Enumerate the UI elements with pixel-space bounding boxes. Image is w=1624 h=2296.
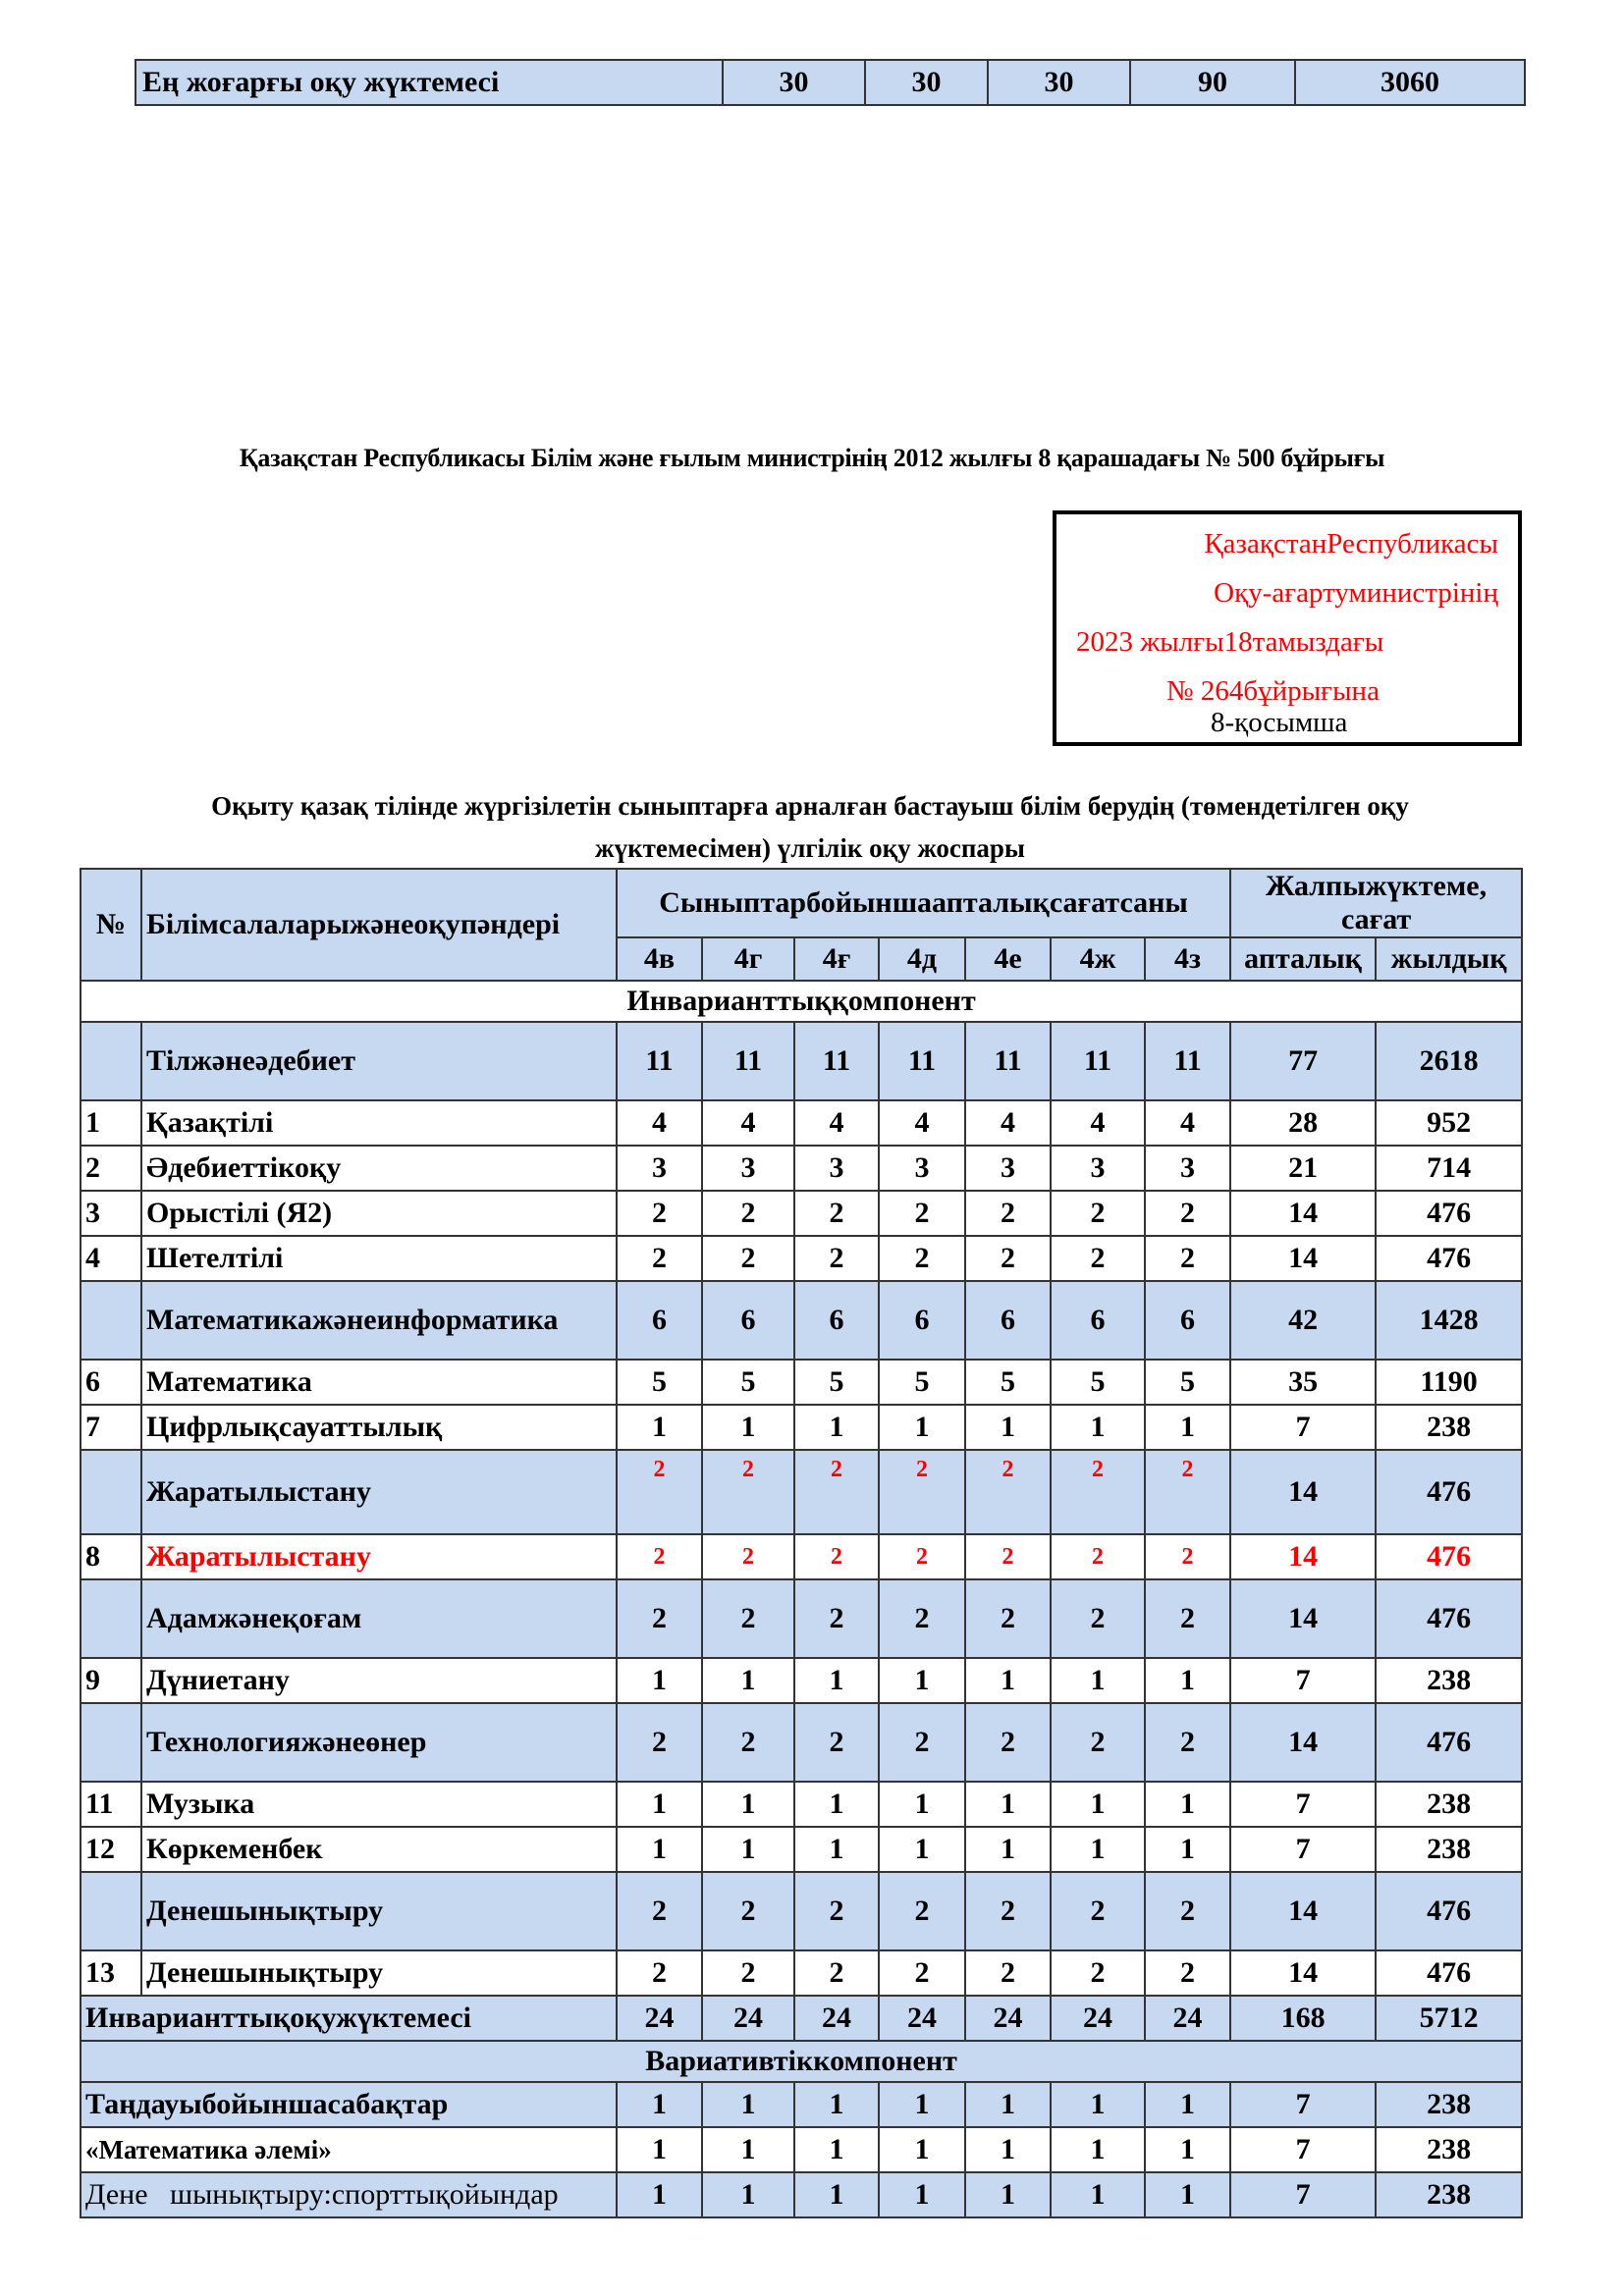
subject-name: Музыка — [141, 1782, 617, 1827]
variative-section-label: Вариативтіккомпонент — [81, 2041, 1522, 2082]
subject-group-row — [81, 1450, 1522, 1534]
row-number: 11 — [81, 1782, 141, 1827]
cell-value: 1 — [879, 2172, 965, 2217]
cell-value: 1 — [879, 1827, 965, 1872]
cell-weekly: 14 — [1230, 1191, 1376, 1236]
cell-value: 1 — [965, 2172, 1051, 2217]
invariant-section-label: Инварианттыққомпонент — [81, 981, 1522, 1022]
cell-value: 2 — [702, 1534, 794, 1579]
cell-yearly: 238 — [1376, 1782, 1522, 1827]
cell-value: 2 — [1145, 1579, 1230, 1658]
cell-value: 2 — [965, 1950, 1051, 1996]
cell-weekly: 7 — [1230, 1782, 1376, 1827]
cell-value: 3 — [617, 1146, 702, 1191]
cell-value: 2 — [794, 1872, 879, 1950]
subject-name: Технологияжәнеөнер — [141, 1703, 617, 1782]
cell-value: 2 — [965, 1236, 1051, 1281]
header-class: 4ж — [1051, 937, 1145, 981]
cell-value: 2 — [879, 1534, 965, 1579]
variative-row — [81, 2127, 1522, 2172]
row-number: 3 — [81, 1191, 141, 1236]
subject-name: Көркеменбек — [141, 1827, 617, 1872]
subject-row — [81, 1191, 1522, 1236]
cell-weekly: 28 — [1230, 1100, 1376, 1146]
cell-value: 1 — [1051, 2127, 1145, 2172]
cell-value: 1 — [1145, 2082, 1230, 2127]
cell-yearly: 476 — [1376, 1579, 1522, 1658]
cell-yearly: 476 — [1376, 1703, 1522, 1782]
cell-value: 2 — [965, 1703, 1051, 1782]
max-load-value: 30 — [988, 60, 1130, 105]
subject-name: Тілжәнеәдебиет — [141, 1022, 617, 1100]
header-yearly: жылдық — [1376, 937, 1522, 981]
cell-value: 2 — [702, 1579, 794, 1658]
cell-value: 3 — [965, 1146, 1051, 1191]
cell-value: 2 — [879, 1236, 965, 1281]
cell-value: 11 — [1145, 1022, 1230, 1100]
invariant-section-row — [81, 981, 1522, 1022]
cell-weekly: 7 — [1230, 1405, 1376, 1450]
cell-weekly: 7 — [1230, 2127, 1376, 2172]
cell-value: 2 — [879, 1703, 965, 1782]
max-load-value: 30 — [723, 60, 865, 105]
cell-value: 4 — [702, 1100, 794, 1146]
cell-weekly: 21 — [1230, 1146, 1376, 1191]
cell-value: 2 — [617, 1703, 702, 1782]
header-row — [81, 869, 1522, 937]
row-number — [81, 1872, 141, 1950]
cell-yearly: 476 — [1376, 1236, 1522, 1281]
row-number: 9 — [81, 1658, 141, 1703]
cell-value: 2 — [1145, 1950, 1230, 1996]
subject-name: Дүниетану — [141, 1658, 617, 1703]
cell-yearly: 238 — [1376, 1827, 1522, 1872]
cell-value: 1 — [879, 1658, 965, 1703]
cell-value: 5 — [879, 1360, 965, 1405]
cell-yearly: 476 — [1376, 1450, 1522, 1534]
cell-yearly: 5712 — [1376, 1996, 1522, 2041]
cell-value: 1 — [1145, 1405, 1230, 1450]
cell-weekly: 77 — [1230, 1022, 1376, 1100]
cell-value: 1 — [794, 2127, 879, 2172]
cell-value: 1 — [1051, 1827, 1145, 1872]
cell-value: 2 — [965, 1534, 1051, 1579]
appendix-stamp — [1053, 510, 1522, 746]
cell-value: 2 — [965, 1450, 1051, 1534]
header-weekly-by-class: Сыныптарбойыншаапталықсағатсаны — [617, 869, 1230, 937]
row-number: 2 — [81, 1146, 141, 1191]
cell-value: 1 — [794, 1782, 879, 1827]
subject-name: Қазақтілі — [141, 1100, 617, 1146]
cell-value: 1 — [617, 1405, 702, 1450]
cell-value: 2 — [794, 1236, 879, 1281]
cell-value: 6 — [794, 1281, 879, 1360]
cell-value: 1 — [1145, 2172, 1230, 2217]
cell-value: 5 — [1051, 1360, 1145, 1405]
cell-value: 4 — [794, 1100, 879, 1146]
cell-yearly: 476 — [1376, 1191, 1522, 1236]
cell-value: 2 — [794, 1450, 879, 1534]
cell-value: 2 — [1051, 1450, 1145, 1534]
cell-weekly: 14 — [1230, 1872, 1376, 1950]
cell-value: 11 — [879, 1022, 965, 1100]
cell-value: 5 — [965, 1360, 1051, 1405]
variative-row — [81, 2172, 1522, 2217]
cell-value: 1 — [879, 2082, 965, 2127]
cell-value: 5 — [702, 1360, 794, 1405]
cell-value: 2 — [617, 1236, 702, 1281]
cell-value: 6 — [1145, 1281, 1230, 1360]
row-number: 6 — [81, 1360, 141, 1405]
cell-value: 1 — [702, 1658, 794, 1703]
cell-weekly: 7 — [1230, 1658, 1376, 1703]
variative-subject-name: «Математика әлемі» — [81, 2127, 617, 2172]
cell-value: 2 — [879, 1579, 965, 1658]
subject-row — [81, 1146, 1522, 1191]
cell-value: 1 — [702, 1782, 794, 1827]
cell-value: 1 — [702, 2127, 794, 2172]
subject-name: Жаратылыстану — [141, 1450, 617, 1534]
cell-value: 1 — [617, 2172, 702, 2217]
cell-value: 2 — [702, 1872, 794, 1950]
cell-value: 6 — [1051, 1281, 1145, 1360]
cell-value: 5 — [617, 1360, 702, 1405]
subject-group-row — [81, 1022, 1522, 1100]
plan-title-line: Оқыту қазақ тілінде жүргізілетін сыныптарға арналған бастауыш білім берудің (төмендетілген оқу — [211, 791, 1409, 821]
cell-value: 3 — [702, 1146, 794, 1191]
cell-value: 1 — [1051, 2082, 1145, 2127]
cell-value: 24 — [1145, 1996, 1230, 2041]
cell-value: 1 — [965, 1827, 1051, 1872]
cell-value: 2 — [879, 1872, 965, 1950]
subject-group-row — [81, 1872, 1522, 1950]
cell-value: 2 — [1051, 1950, 1145, 1996]
cell-value: 24 — [702, 1996, 794, 2041]
cell-value: 1 — [1051, 1658, 1145, 1703]
cell-value: 4 — [1145, 1100, 1230, 1146]
cell-value: 1 — [794, 1405, 879, 1450]
cell-weekly: 14 — [1230, 1236, 1376, 1281]
cell-weekly: 168 — [1230, 1996, 1376, 2041]
cell-value: 1 — [879, 2127, 965, 2172]
cell-value: 2 — [1145, 1191, 1230, 1236]
header-weekly: апталық — [1230, 937, 1376, 981]
cell-value: 1 — [965, 2127, 1051, 2172]
cell-value: 2 — [702, 1191, 794, 1236]
header-class: 4в — [617, 937, 702, 981]
curriculum-table — [80, 868, 1523, 2218]
cell-yearly: 238 — [1376, 1658, 1522, 1703]
cell-weekly: 7 — [1230, 2082, 1376, 2127]
stamp-line: Оқу-ағартуминистрінің — [1214, 577, 1498, 609]
subject-row — [81, 1534, 1522, 1579]
cell-value: 1 — [617, 1658, 702, 1703]
cell-value: 1 — [702, 2172, 794, 2217]
row-number: 1 — [81, 1100, 141, 1146]
cell-value: 1 — [1145, 1658, 1230, 1703]
cell-value: 1 — [1145, 2127, 1230, 2172]
cell-value: 5 — [794, 1360, 879, 1405]
cell-value: 11 — [1051, 1022, 1145, 1100]
cell-value: 2 — [794, 1534, 879, 1579]
cell-weekly: 14 — [1230, 1703, 1376, 1782]
cell-value: 4 — [965, 1100, 1051, 1146]
cell-yearly: 238 — [1376, 1405, 1522, 1450]
subject-row — [81, 1360, 1522, 1405]
subject-name: Орыстілі (Я2) — [141, 1191, 617, 1236]
cell-weekly: 14 — [1230, 1579, 1376, 1658]
cell-yearly: 238 — [1376, 2172, 1522, 2217]
subject-row — [81, 1236, 1522, 1281]
cell-value: 5 — [1145, 1360, 1230, 1405]
cell-yearly: 952 — [1376, 1100, 1522, 1146]
cell-value: 2 — [702, 1236, 794, 1281]
cell-value: 6 — [965, 1281, 1051, 1360]
max-load-yearly: 3060 — [1295, 60, 1525, 105]
row-number — [81, 1281, 141, 1360]
plan-title — [98, 785, 1522, 870]
cell-yearly: 476 — [1376, 1950, 1522, 1996]
cell-value: 1 — [702, 2082, 794, 2127]
cell-value: 11 — [702, 1022, 794, 1100]
row-number — [81, 1450, 141, 1534]
cell-yearly: 238 — [1376, 2082, 1522, 2127]
cell-value: 2 — [702, 1703, 794, 1782]
cell-value: 1 — [1051, 1782, 1145, 1827]
cell-value: 2 — [617, 1450, 702, 1534]
cell-value: 24 — [794, 1996, 879, 2041]
cell-value: 11 — [794, 1022, 879, 1100]
cell-value: 1 — [879, 1782, 965, 1827]
header-no: № — [81, 869, 141, 981]
cell-value: 2 — [1051, 1236, 1145, 1281]
cell-value: 2 — [617, 1872, 702, 1950]
cell-yearly: 2618 — [1376, 1022, 1522, 1100]
cell-value: 1 — [965, 1405, 1051, 1450]
cell-value: 6 — [702, 1281, 794, 1360]
cell-yearly: 714 — [1376, 1146, 1522, 1191]
cell-value: 2 — [794, 1950, 879, 1996]
row-number: 13 — [81, 1950, 141, 1996]
cell-value: 2 — [1145, 1236, 1230, 1281]
cell-value: 1 — [1051, 1405, 1145, 1450]
cell-value: 2 — [617, 1950, 702, 1996]
subject-row — [81, 1405, 1522, 1450]
subject-name: Адамжәнеқоғам — [141, 1579, 617, 1658]
order-reference: Қазақстан Республикасы Білім және ғылым министрінің 2012 жылғы 8 қарашадағы № 500 бұйрығы — [239, 444, 1385, 472]
cell-value: 1 — [879, 1405, 965, 1450]
cell-value: 1 — [702, 1827, 794, 1872]
cell-value: 1 — [794, 2172, 879, 2217]
cell-yearly: 1428 — [1376, 1281, 1522, 1360]
stamp-line: 2023 жылғы18тамыздағы — [1076, 626, 1384, 658]
cell-weekly: 42 — [1230, 1281, 1376, 1360]
cell-value: 2 — [1145, 1703, 1230, 1782]
row-number: 12 — [81, 1827, 141, 1872]
cell-weekly: 14 — [1230, 1450, 1376, 1534]
subject-row — [81, 1100, 1522, 1146]
cell-weekly: 14 — [1230, 1950, 1376, 1996]
cell-value: 1 — [794, 1658, 879, 1703]
cell-weekly: 7 — [1230, 1827, 1376, 1872]
row-number: 4 — [81, 1236, 141, 1281]
header-class: 4з — [1145, 937, 1230, 981]
cell-value: 1 — [794, 2082, 879, 2127]
cell-value: 4 — [879, 1100, 965, 1146]
cell-value: 1 — [617, 1827, 702, 1872]
subject-name: Жаратылыстану — [141, 1534, 617, 1579]
variative-section-row — [81, 2041, 1522, 2082]
row-number — [81, 1703, 141, 1782]
stamp-line: № 264бұйрығына — [1166, 675, 1380, 707]
subject-name: Денешынықтыру — [141, 1950, 617, 1996]
cell-value: 2 — [1051, 1872, 1145, 1950]
cell-weekly: 35 — [1230, 1360, 1376, 1405]
cell-value: 2 — [794, 1703, 879, 1782]
subject-name: Шетелтілі — [141, 1236, 617, 1281]
header-class: 4д — [879, 937, 965, 981]
cell-value: 2 — [794, 1579, 879, 1658]
header-class: 4г — [702, 937, 794, 981]
cell-value: 4 — [1051, 1100, 1145, 1146]
cell-value: 24 — [965, 1996, 1051, 2041]
cell-value: 3 — [879, 1146, 965, 1191]
subject-group-row — [81, 1703, 1522, 1782]
cell-value: 1 — [1145, 1827, 1230, 1872]
cell-value: 1 — [702, 1405, 794, 1450]
cell-value: 24 — [617, 1996, 702, 2041]
cell-value: 2 — [1145, 1450, 1230, 1534]
header-subject: Білімсалаларыжәнеоқупәндері — [141, 869, 617, 981]
variative-subject-name: Дене шынықтыру:спорттықойындар — [81, 2172, 617, 2217]
cell-value: 2 — [965, 1579, 1051, 1658]
cell-value: 2 — [794, 1191, 879, 1236]
cell-value: 6 — [617, 1281, 702, 1360]
max-load-value: 30 — [865, 60, 988, 105]
cell-value: 2 — [1145, 1534, 1230, 1579]
cell-value: 4 — [617, 1100, 702, 1146]
cell-value: 24 — [1051, 1996, 1145, 2041]
cell-value: 11 — [617, 1022, 702, 1100]
cell-value: 2 — [1051, 1191, 1145, 1236]
cell-value: 2 — [965, 1872, 1051, 1950]
cell-value: 6 — [879, 1281, 965, 1360]
cell-yearly: 476 — [1376, 1872, 1522, 1950]
cell-value: 3 — [1051, 1146, 1145, 1191]
cell-value: 2 — [879, 1191, 965, 1236]
cell-value: 2 — [702, 1950, 794, 1996]
cell-yearly: 476 — [1376, 1534, 1522, 1579]
cell-value: 11 — [965, 1022, 1051, 1100]
header-class: 4е — [965, 937, 1051, 981]
cell-value: 1 — [617, 1782, 702, 1827]
cell-value: 2 — [965, 1191, 1051, 1236]
cell-value: 1 — [794, 1827, 879, 1872]
cell-value: 1 — [617, 2082, 702, 2127]
cell-value: 2 — [1051, 1534, 1145, 1579]
subject-name: Денешынықтыру — [141, 1872, 617, 1950]
cell-value: 1 — [617, 2127, 702, 2172]
cell-weekly: 7 — [1230, 2172, 1376, 2217]
cell-yearly: 238 — [1376, 2127, 1522, 2172]
subject-row — [81, 1782, 1522, 1827]
subject-group-row — [81, 1579, 1522, 1658]
max-load-weekly: 90 — [1130, 60, 1295, 105]
subject-name: Математика — [141, 1360, 617, 1405]
row-number: 8 — [81, 1534, 141, 1579]
cell-value: 1 — [1051, 2172, 1145, 2217]
cell-value: 2 — [617, 1579, 702, 1658]
cell-weekly: 14 — [1230, 1534, 1376, 1579]
header-class: 4ғ — [794, 937, 879, 981]
subject-name: Математикажәнеинформатика — [141, 1281, 617, 1360]
invariant-total-label: Инварианттықоқужүктемесі — [81, 1996, 617, 2041]
plan-title-line: жүктемесімен) үлгілік оқу жоспары — [595, 833, 1025, 863]
header-total-load: Жалпыжүктеме, сағат — [1230, 869, 1522, 937]
cell-value: 1 — [965, 2082, 1051, 2127]
cell-value: 1 — [1145, 1782, 1230, 1827]
cell-value: 2 — [1051, 1703, 1145, 1782]
subject-name: Цифрлықсауаттылық — [141, 1405, 617, 1450]
subject-group-row — [81, 1281, 1522, 1360]
row-number — [81, 1022, 141, 1100]
row-number: 7 — [81, 1405, 141, 1450]
cell-value: 24 — [879, 1996, 965, 2041]
max-load-label: Ең жоғарғы оқу жүктемесі — [135, 60, 723, 105]
subject-row — [81, 1658, 1522, 1703]
invariant-total-row — [81, 1996, 1522, 2041]
cell-value: 3 — [794, 1146, 879, 1191]
variative-row — [81, 2082, 1522, 2127]
variative-rows — [81, 2082, 1522, 2217]
cell-value: 1 — [965, 1658, 1051, 1703]
cell-value: 2 — [879, 1950, 965, 1996]
cell-yearly: 1190 — [1376, 1360, 1522, 1405]
cell-value: 2 — [617, 1534, 702, 1579]
subject-name: Әдебиеттікоқу — [141, 1146, 617, 1191]
subject-row — [81, 1827, 1522, 1872]
row-number — [81, 1579, 141, 1658]
cell-value: 2 — [617, 1191, 702, 1236]
max-load-table — [135, 59, 1526, 106]
stamp-line: ҚазақстанРеспубликасы — [1204, 528, 1498, 560]
stamp-appendix-number: 8-қосымша — [1211, 707, 1348, 738]
cell-value: 2 — [1145, 1872, 1230, 1950]
cell-value: 3 — [1145, 1146, 1230, 1191]
variative-subject-name: Таңдауыбойыншасабақтар — [81, 2082, 617, 2127]
cell-value: 1 — [965, 1782, 1051, 1827]
cell-value: 2 — [1051, 1579, 1145, 1658]
cell-value: 2 — [702, 1450, 794, 1534]
subject-row — [81, 1950, 1522, 1996]
max-load-row — [135, 60, 1525, 105]
subject-rows — [81, 1022, 1522, 1996]
cell-value: 2 — [879, 1450, 965, 1534]
